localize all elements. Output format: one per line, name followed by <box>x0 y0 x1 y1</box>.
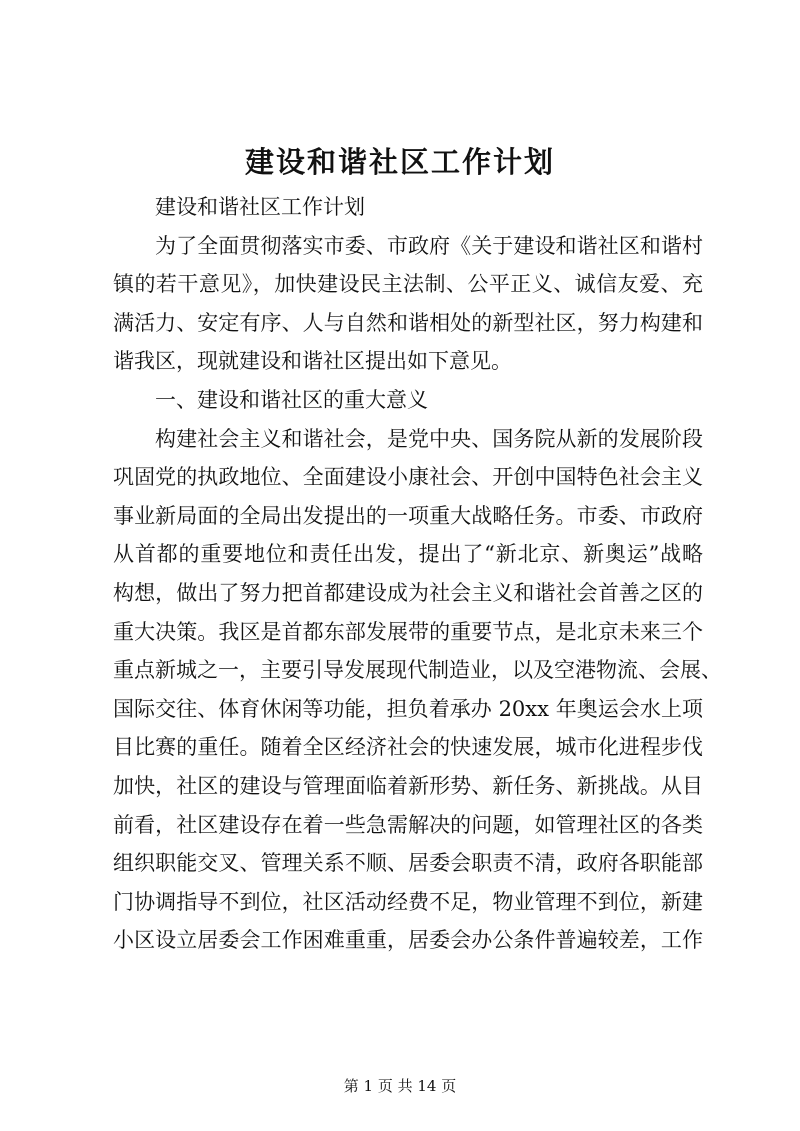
body-line: 国际交往、体育休闲等功能，担负着承办 20xx 年奥运会水上项 <box>113 696 703 721</box>
body-line: 从首都的重要地位和责任出发，提出了“新北京、新奥运”战略 <box>113 542 703 567</box>
body-line: 组织职能交叉、管理关系不顺、居委会职责不清，政府各职能部 <box>113 851 703 876</box>
body-line: 镇的若干意见》，加快建设民主法制、公平正义、诚信友爱、充 <box>113 272 703 297</box>
body-line: 满活力、安定有序、人与自然和谐相处的新型社区，努力构建和 <box>113 310 703 335</box>
body-line: 构想，做出了努力把首都建设成为社会主义和谐社会首善之区的 <box>113 580 703 605</box>
body-line: 前看，社区建设存在着一些急需解决的问题，如管理社区的各类 <box>113 812 703 837</box>
body-line: 重大决策。我区是首都东部发展带的重要节点，是北京未来三个 <box>113 619 703 644</box>
body-line: 加快，社区的建设与管理面临着新形势、新任务、新挑战。从目 <box>113 773 703 798</box>
body-line: 事业新局面的全局出发提出的一项重大战略任务。市委、市政府 <box>113 503 703 528</box>
body-line: 小区设立居委会工作困难重重，居委会办公条件普遍较差，工作 <box>113 928 703 953</box>
body-line: 谐我区，现就建设和谐社区提出如下意见。 <box>113 349 512 374</box>
body-line: 为了全面贯彻落实市委、市政府《关于建设和谐社区和谐村 <box>155 233 703 258</box>
body-line: 门协调指导不到位，社区活动经费不足，物业管理不到位，新建 <box>113 889 703 914</box>
page-number-footer: 第 1 页 共 14 页 <box>343 1077 457 1095</box>
body-line: 构建社会主义和谐社会，是党中央、国务院从新的发展阶段 <box>155 426 703 451</box>
body-line: 重点新城之一，主要引导发展现代制造业，以及空港物流、会展、 <box>113 658 722 683</box>
body-line: 巩固党的执政地位、全面建设小康社会、开创中国特色社会主义 <box>113 465 703 490</box>
body-line-subtitle: 建设和谐社区工作计划 <box>155 195 365 219</box>
document-body <box>113 188 722 960</box>
body-line: 目比赛的重任。随着全区经济社会的快速发展，城市化进程步伐 <box>113 735 703 760</box>
document-title: 建设和谐社区工作计划 <box>244 145 555 179</box>
section-heading: 一、建设和谐社区的重大意义 <box>155 387 428 412</box>
